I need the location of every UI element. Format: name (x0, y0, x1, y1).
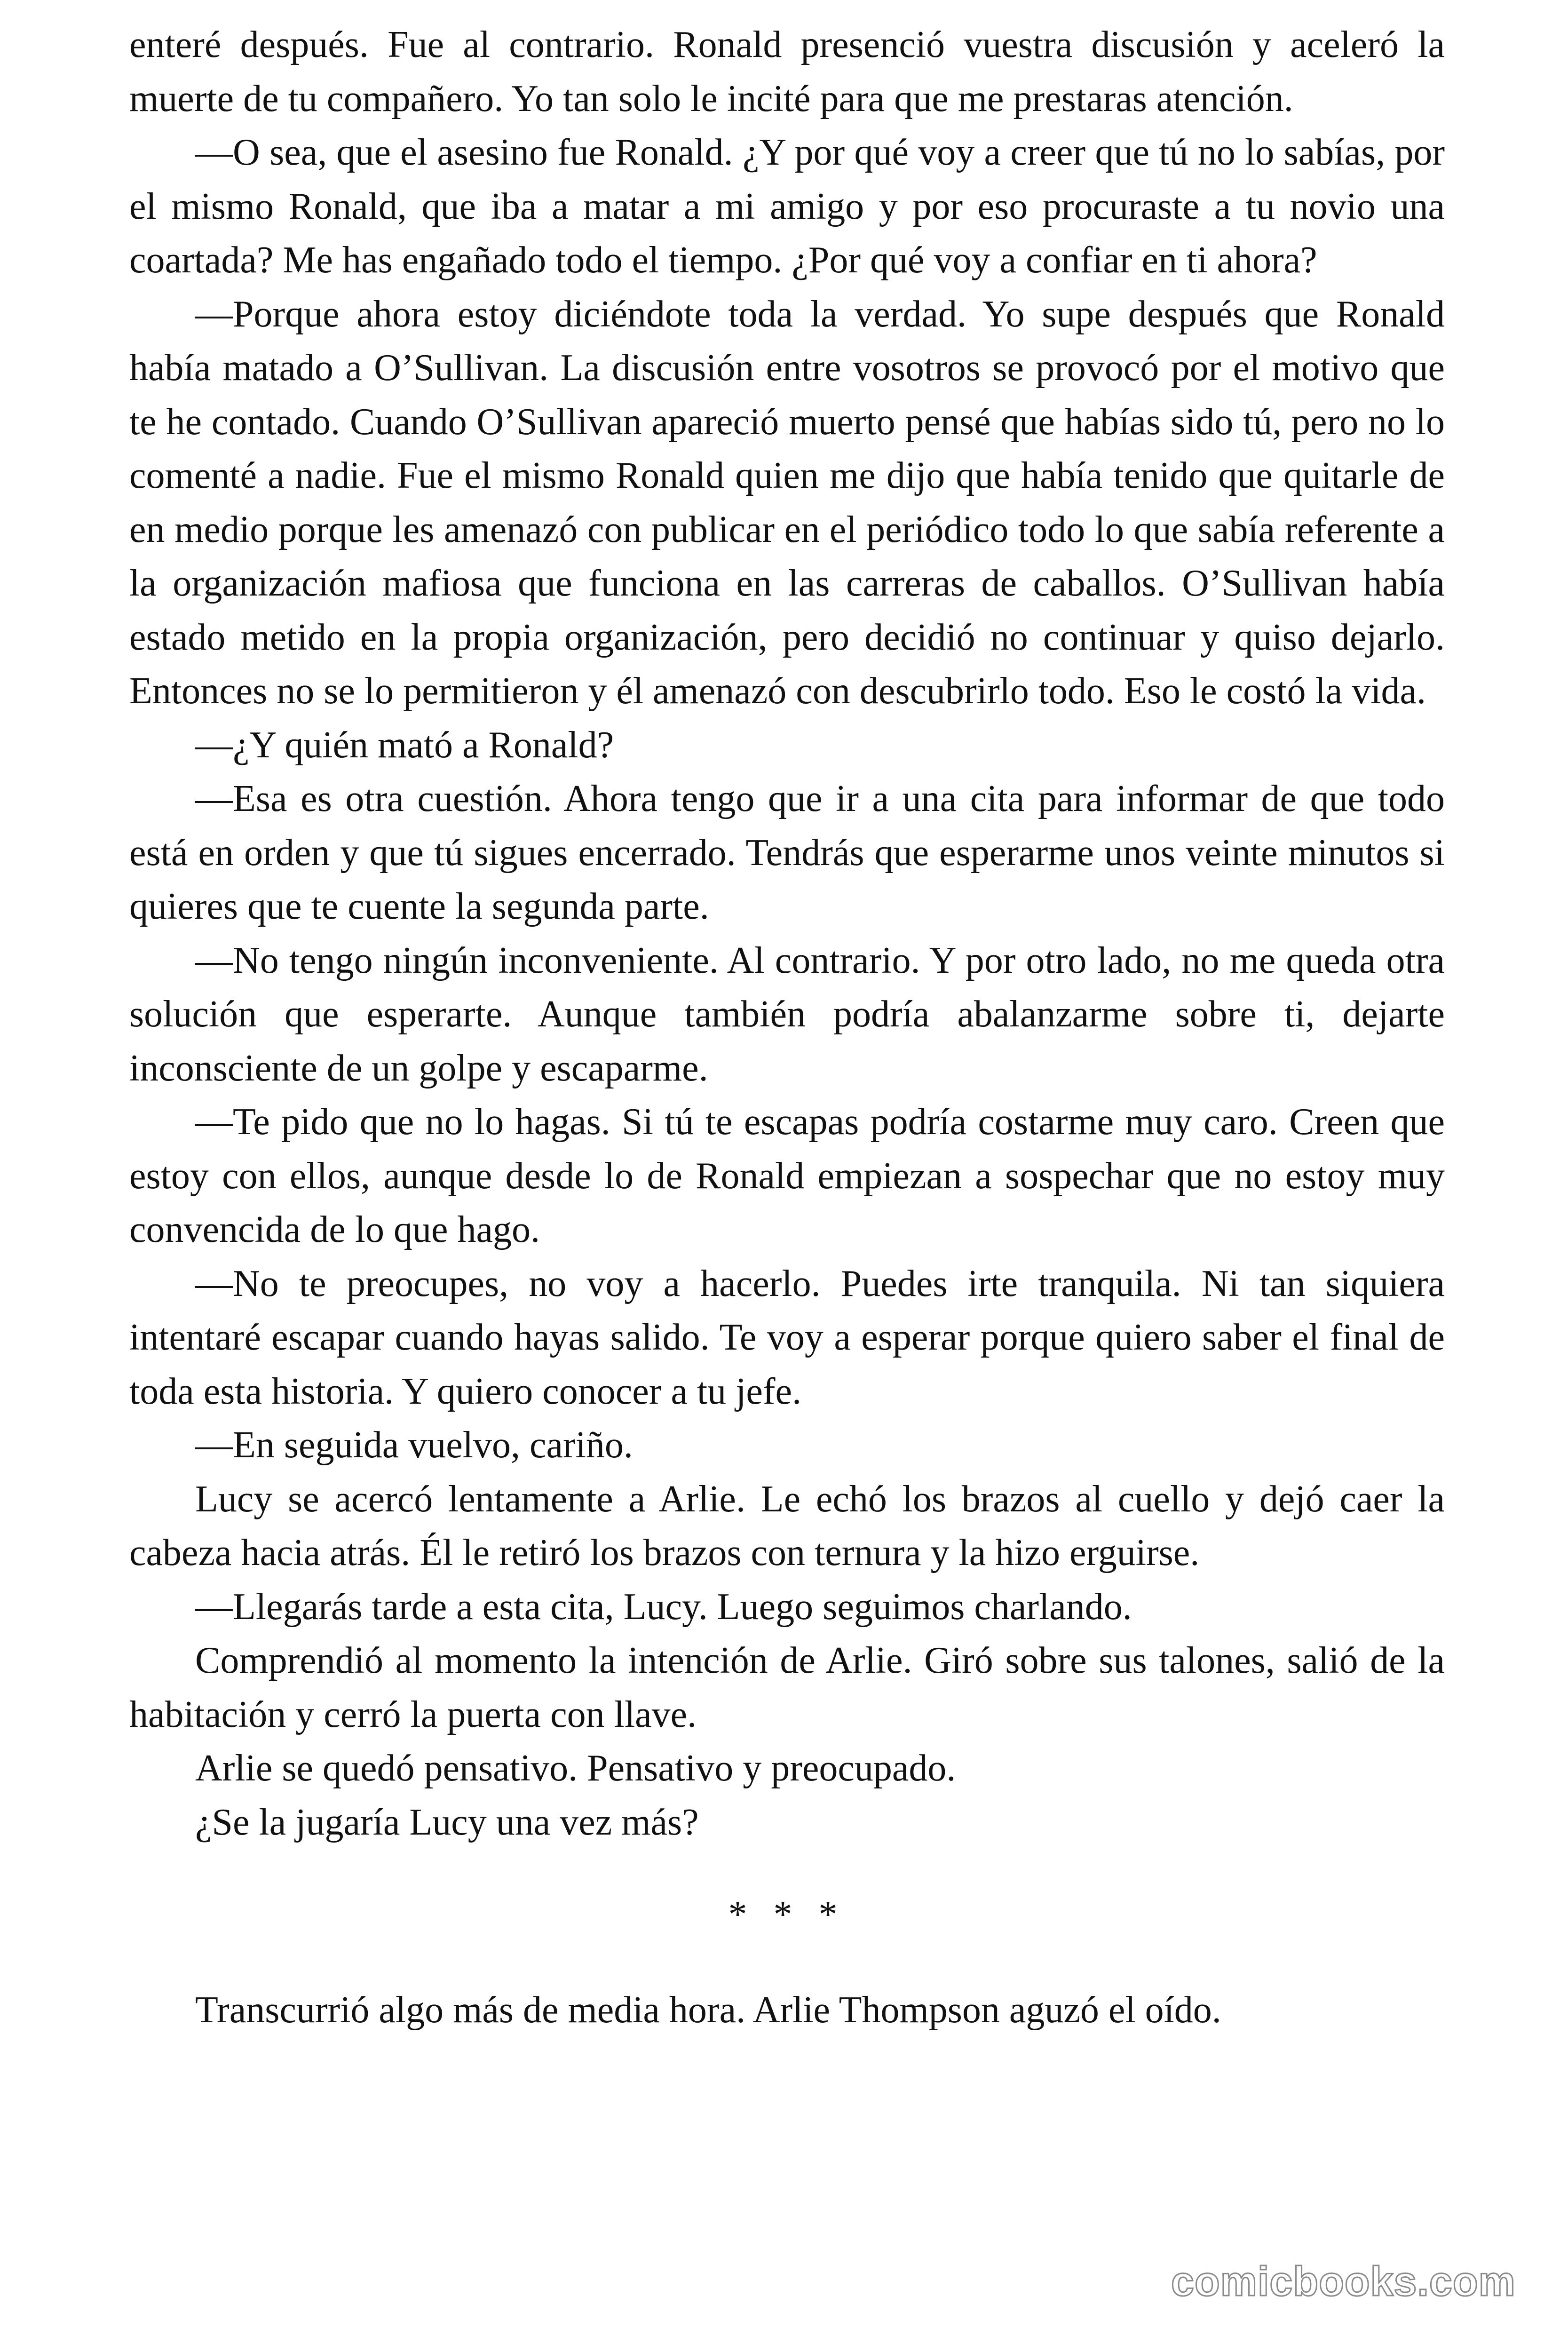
paragraph-15: Transcurrió algo más de media hora. Arlie Thompson aguzó el oído. (195, 1989, 1221, 2031)
paragraph-2: —O sea, que el asesino fue Ronald. ¿Y por qué voy a creer que tú no lo sabías, por el mismo Ronald, que iba a matar a mi amigo y por eso procuraste a tu novio una coartada? Me has engañado todo el tiempo. ¿Por qué voy a confiar en ti ahora? (129, 132, 1445, 281)
paragraph-14: ¿Se la jugaría Lucy una vez más? (195, 1801, 699, 1843)
paragraph-12: Comprendió al momento la intención de Arlie. Giró sobre sus talones, salió de la habitación y cerró la puerta con llave. (129, 1640, 1445, 1735)
paragraph-3: —Porque ahora estoy diciéndote toda la verdad. Yo supe después que Ronald había matado a O’Sullivan. La discusión entre vosotros se provocó por el motivo que te he contado. Cuando O’Sullivan apareció muerto pensé que habías sido tú, pero no lo comenté a nadie. Fue el mismo Ronald quien me dijo que había tenido que quitarle de en medio porque les amenazó con publicar en el periódico todo lo que sabía referente a la organización mafiosa que funciona en las carreras de caballos. O’Sullivan había estado metido en la propia organización, pero decidió no continuar y quiso dejarlo. Entonces no se lo permitieron y él amenazó con descubrirlo todo. Eso le costó la vida. (129, 293, 1445, 712)
paragraph-9: —En seguida vuelvo, cariño. (195, 1424, 633, 1466)
paragraph-8: —No te preocupes, no voy a hacerlo. Puedes irte tranquila. Ni tan siquiera intentaré escapar cuando hayas salido. Te voy a esperar porque quiero saber el final de toda esta historia. Y quiero conocer a tu jefe. (129, 1263, 1445, 1412)
paragraph-4: —¿Y quién mató a Ronald? (195, 724, 614, 766)
paragraph-11: —Llegarás tarde a esta cita, Lucy. Luego seguimos charlando. (195, 1586, 1132, 1628)
watermark: comicbooks.com (1171, 2258, 1516, 2304)
paragraph-13: Arlie se quedó pensativo. Pensativo y preocupado. (195, 1748, 956, 1789)
section-separator: * * * (728, 1894, 846, 1935)
paragraph-5: —Esa es otra cuestión. Ahora tengo que ir a una cita para informar de que todo está en orden y que tú sigues encerrado. Tendrás que esperarme unos veinte minutos si quieres que te cuente la segunda parte. (129, 778, 1445, 927)
paragraph-10: Lucy se acercó lentamente a Arlie. Le echó los brazos al cuello y dejó caer la cabeza hacia atrás. Él le retiró los brazos con ternura y la hizo erguirse. (129, 1478, 1445, 1573)
paragraph-1: enteré después. Fue al contrario. Ronald presenció vuestra discusión y aceleró la muerte de tu compañero. Yo tan solo le incité para que me prestaras atención. (129, 24, 1445, 119)
next-section-text (129, 1983, 1445, 2037)
body-text (129, 18, 1445, 1849)
paragraph-6: —No tengo ningún inconveniente. Al contrario. Y por otro lado, no me queda otra solución que esperarte. Aunque también podría abalanzarme sobre ti, dejarte inconsciente de un golpe y escaparme. (129, 939, 1445, 1089)
paragraph-7: —Te pido que no lo hagas. Si tú te escapas podría costarme muy caro. Creen que estoy con ellos, aunque desde lo de Ronald empiezan a sospechar que no estoy muy convencida de lo que hago. (129, 1101, 1445, 1250)
